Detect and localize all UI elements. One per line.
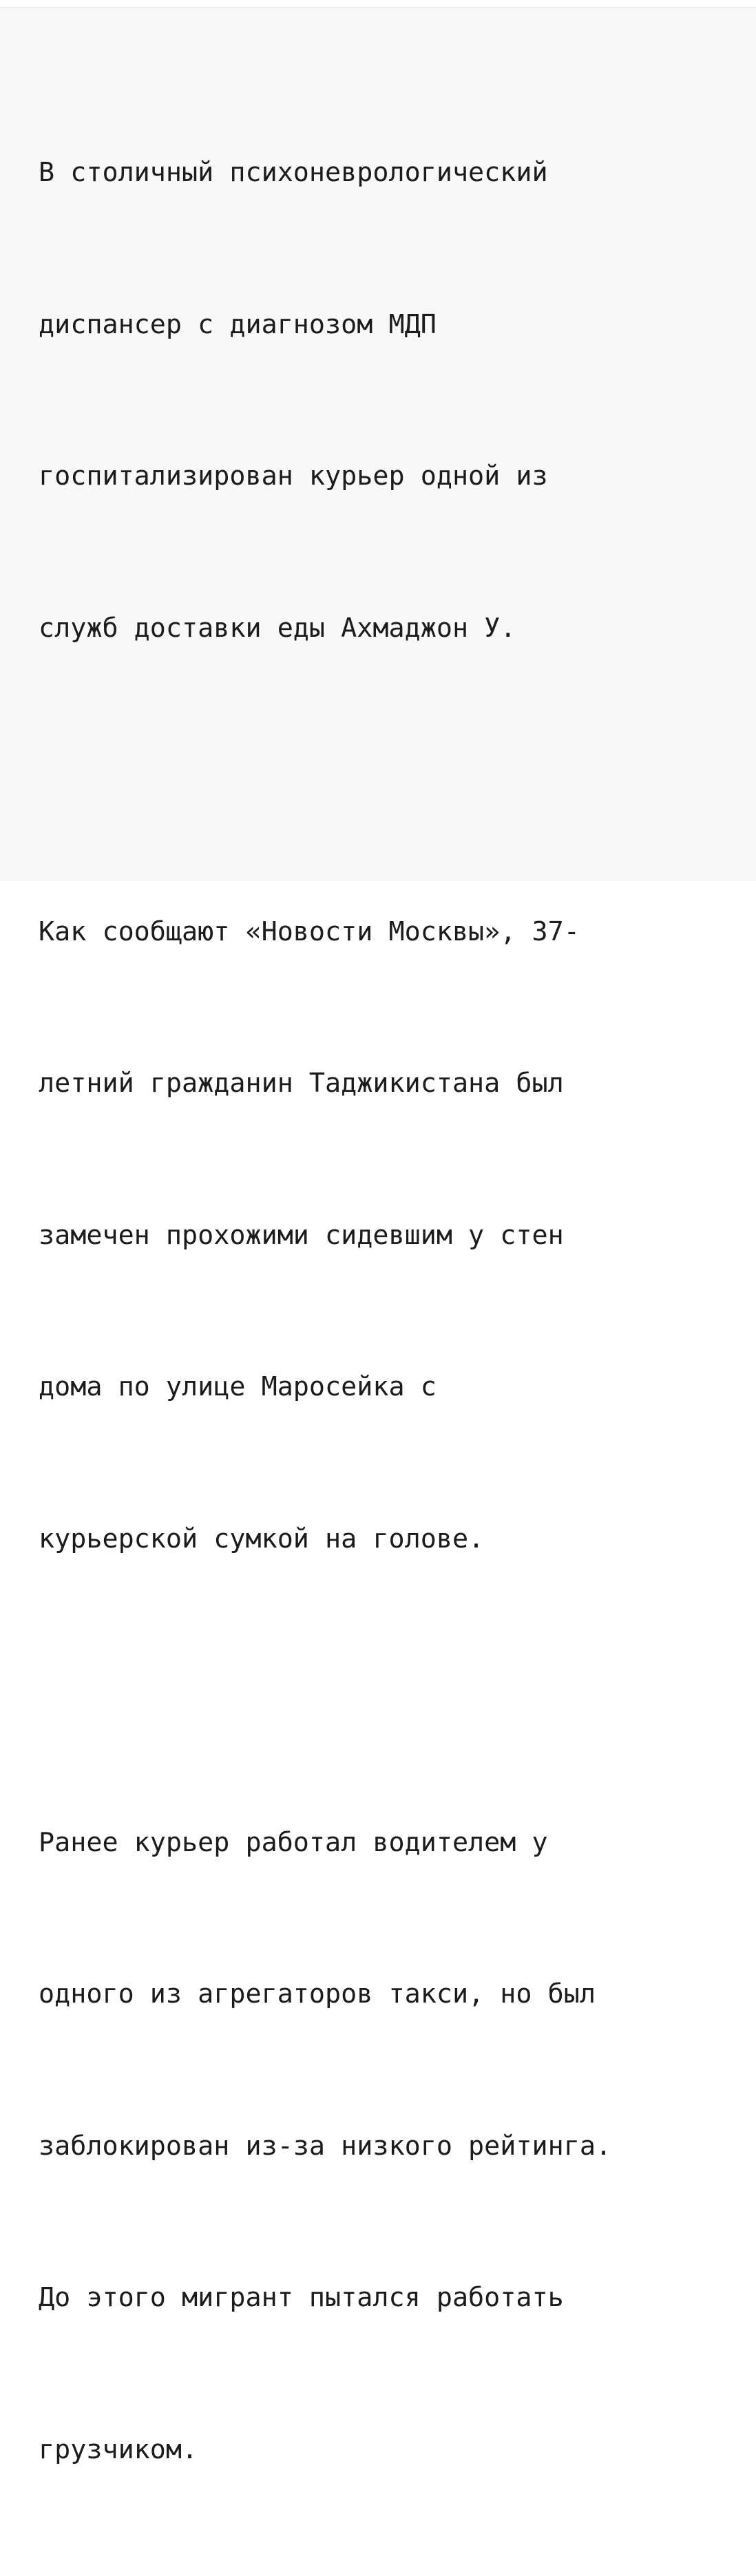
paragraph-previous-work: [39, 1716, 748, 2576]
text-line: служб доставки еды Ахмаджон У.: [39, 603, 748, 654]
text-line: дома по улице Маросейка с: [39, 1362, 748, 1413]
text-line: В столичный психоневрологический: [39, 147, 748, 198]
text-line: курьерской сумкой на голове.: [39, 1514, 748, 1565]
text-line: замечен прохожими сидевшим у стен: [39, 1210, 748, 1261]
text-line: Как сообщают «Новости Москвы», 37-: [39, 907, 748, 958]
text-line: летний гражданин Таджикистана был: [39, 1058, 748, 1109]
text-line: Ранее курьер работал водителем у: [39, 1817, 748, 1868]
paragraph-hospitalization: [39, 46, 748, 754]
text-line: грузчиком.: [39, 2425, 748, 2475]
text-line: госпитализирован курьер одной из: [39, 451, 748, 502]
top-divider: [0, 0, 756, 8]
text-line: одного из агрегаторов такси, но был: [39, 1969, 748, 2020]
page-background: [0, 8, 756, 881]
text-line: заблокирован из-за низкого рейтинга.: [39, 2121, 748, 2172]
article-body: [39, 46, 748, 2576]
text-line: диспансер с диагнозом МДП: [39, 299, 748, 350]
paragraph-source-report: [39, 805, 748, 1666]
text-line: До этого мигрант пытался работать: [39, 2272, 748, 2323]
